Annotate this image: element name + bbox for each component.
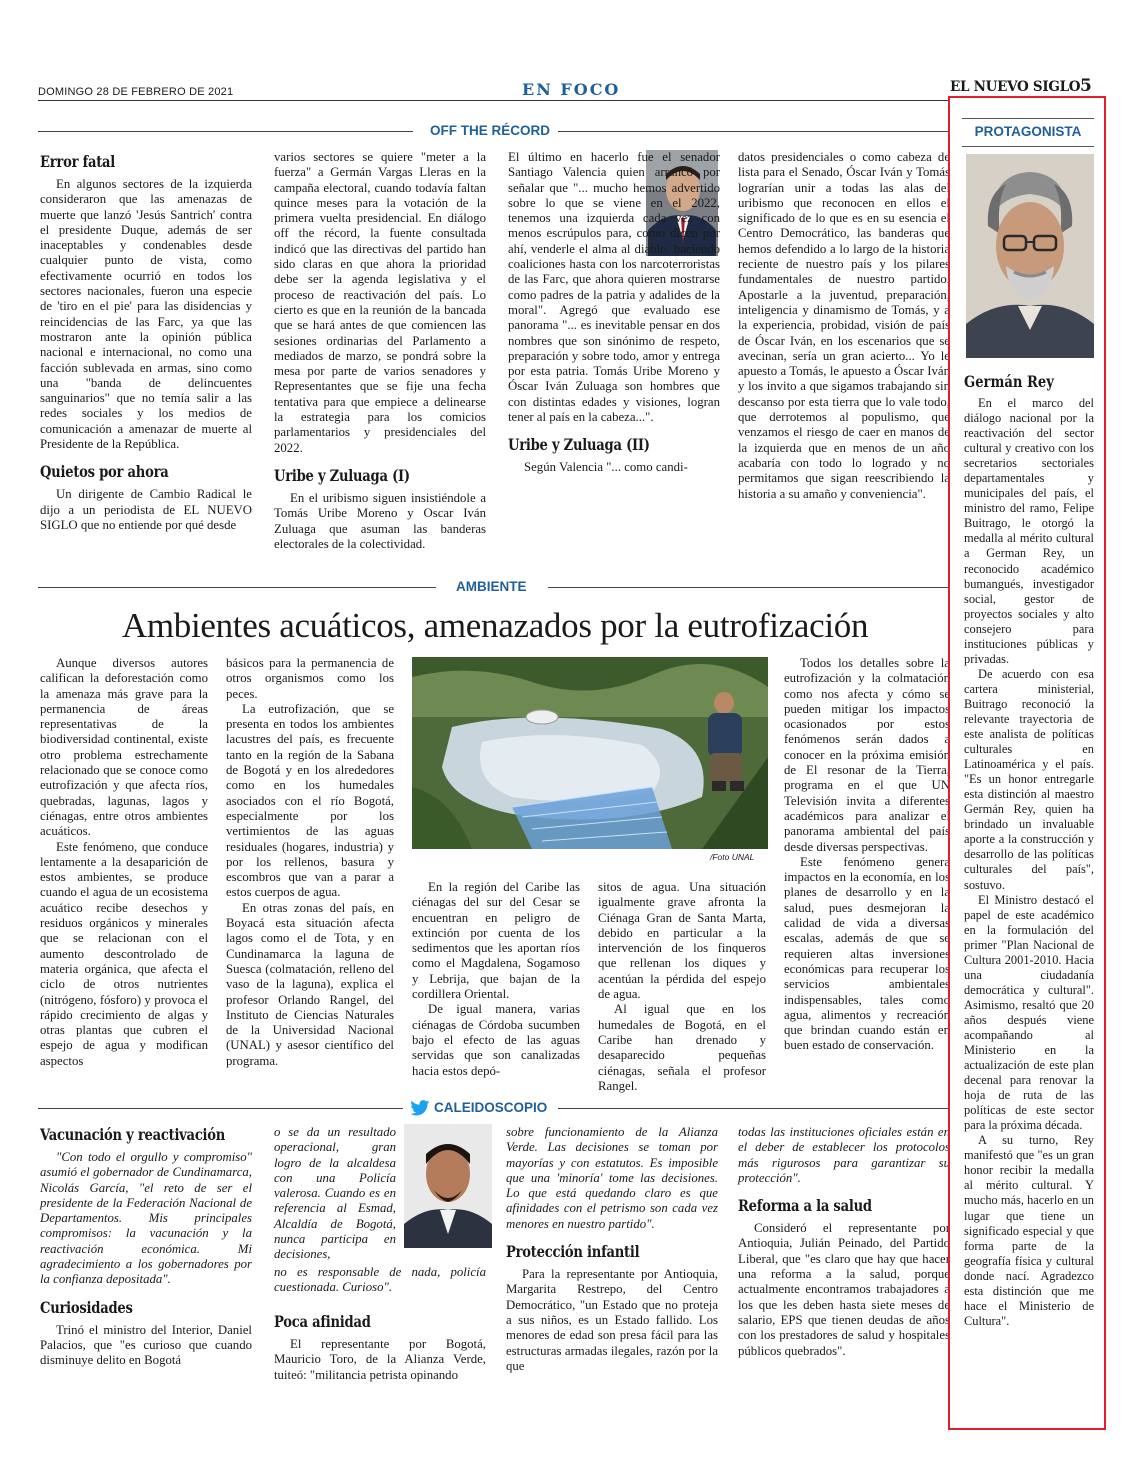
ambiente-band bbox=[38, 578, 948, 598]
caleidoscopio-column-2-lower bbox=[274, 1312, 486, 1383]
caleidoscopio-paragraph: "Con todo el orgullo y compromiso" asumió el gobernador de Cundinamarca, Nicolás García, "el reto de ser el presidente de la Federación Nacional de Departamentos. Mis principales compromisos: la vacunación y la reactivación económica. Mi agradecimiento a los gobernadores por la confianza depositada". bbox=[40, 1150, 252, 1287]
ambiente-paragraph: sitos de agua. Una situación igualmente grave afronta la Ciénaga Gran de Santa Marta, debido en particular a la intervención de los finqueros que rellenan los diques y acentúan la pérdida del espejo de agua. bbox=[598, 880, 766, 1002]
off-the-record-label: OFF THE RÉCORD bbox=[430, 123, 550, 138]
otr-heading-error-fatal: Error fatal bbox=[40, 152, 116, 171]
wetland-photo bbox=[412, 657, 768, 849]
caleidoscopio-paragraph: El representante por Bogotá, Mauricio Toro, de la Alianza Verde, tuiteó: "militancia petrista opinando bbox=[274, 1337, 486, 1382]
twitter-bird-icon bbox=[410, 1100, 430, 1116]
page-number: 5 bbox=[1080, 76, 1092, 96]
caleidoscopio-column-2-top bbox=[274, 1125, 396, 1263]
otr-heading-quietos: Quietos por ahora bbox=[40, 462, 169, 482]
ambiente-paragraph: Este fenómeno, que conduce lentamente a la desaparición de estos ambientes, se produce cuando el agua de un ecosistema acuático recibe desechos y residuos orgánicos y minerales que se relacionan con el aumento descontrolado de materia orgánica, que afecta el ciclo de otros nutrientes (nitrógeno, fósforo) y provoca el rápido crecimiento de algas y otras plantas que cubren el espejo de agua y modifican aspectos bbox=[40, 839, 208, 1068]
protagonista-label: PROTAGONISTA bbox=[974, 124, 1082, 139]
ambiente-paragraph: De igual manera, varias ciénagas de Córdoba sucumben bajo el efecto de las aguas servidas que son canalizadas hacia estos depó- bbox=[412, 1002, 580, 1078]
caleidoscopio-heading-curiosidades: Curiosidades bbox=[40, 1297, 133, 1317]
ambiente-column-4 bbox=[598, 880, 766, 1094]
caleidoscopio-column-3 bbox=[506, 1125, 718, 1374]
caleidoscopio-paragraph: sobre funcionamiento de la Alianza Verde. Las decisiones se toman por mayorías y con estatutos. Es imposible que una 'minoría' tome las decisiones. Lo que está quedando claro es que afinidades con el petrismo son cada vez menores en nuestro partido". bbox=[506, 1125, 718, 1231]
caleidoscopio-paragraph: Para la representante por Antioquia, Margarita Restrepo, del Centro Democrático, "un Estado que no proteja a sus niños, es un Estado fallido. Los menores de edad son presa fácil para las estructuras armadas ilegales, razón por la que bbox=[506, 1267, 718, 1373]
otr-paragraph: datos presidenciales o como cabeza de lista para el Senado, Óscar Iván y Tomás lograrían unir a todas las alas del uribismo que reconocen en ellos el significado de lo que es en su esencia el Centro Democrático, las banderas que hemos defendido a lo largo de la historia reciente de nuestro país y los pilares fundamentales de nuestro partido. Apostarle a la juventud, preparación, inteligencia y dinamismo de Tomás, y a la experiencia, probidad, visión de país de Óscar Iván, en los escenarios que se avecinan, sería un gran acierto... Yo le apuesto a Tomás, le apuesto a Óscar Iván y los invito a que sigamos trabajando sin descanso por esta tierra que lo vale todo, que derrotemos al populismo, que venzamos el riesgo de caer en manos de la izquierda que en menos de un año acabaría con todo lo logrado y no permitamos que sigan reescribiendo la historia a su amaño y conveniencia". bbox=[738, 150, 950, 501]
newspaper-brand: EL NUEVO SIGLO bbox=[950, 79, 1081, 95]
caleidoscopio-label: CALEIDOSCOPIO bbox=[434, 1100, 548, 1115]
caleidoscopio-band bbox=[38, 1099, 948, 1119]
ambiente-column-5 bbox=[784, 656, 950, 1054]
otr-heading-uribe-zuluaga-1: Uribe y Zuluaga (I) bbox=[274, 465, 410, 485]
protagonista-rule bbox=[962, 118, 1094, 119]
ambiente-paragraph: La eutrofización, que se presenta en todos los ambientes lacustres del país, es frecuente tanto en la región de la Sabana de Bogotá y en los alrededores como en los humedales asociados con el río Bogotá, especialmente por los vertimientos de las aguas residuales (hogares, industria) y por los rellenos, basura y escombros que van a parar a estos cuerpos de agua. bbox=[226, 701, 394, 900]
header-rule bbox=[38, 100, 948, 101]
ambiente-paragraph: Todos los detalles sobre la eutrofización y la colmatación como nos afecta y cómo se pueden mitigar los impactos ocasionados por estos fenómenos serán dados a conocer en la próxima emisión de El resonar de la Tierra, programa en el que UN Televisión invita a diferentes académicos para analizar el panorama ambiental del país desde diversas perspectivas. bbox=[784, 656, 950, 854]
ambiente-label: AMBIENTE bbox=[456, 579, 527, 594]
mauricio-toro-photo bbox=[404, 1124, 492, 1248]
otr-paragraph: El último en hacerlo fue el senador Santiago Valencia quien arrancó por señalar que "... mucho hemos advertido sobre lo que se viene en el 2022, tenemos una izquierda cada vez con menos escrúpulos para, como dicen por ahí, venderle el alma al diablo, haciendo coaliciones hasta con los narcoterroristas de las Farc, que ahora quieren mostrarse como padres de la patria y adalides de la moral". Agregó que evaluado ese panorama "... es inevitable pensar en dos nombres que son sinónimo de respeto, preparación y sobre todo, amor y entrega por esta patria. Tomás Uribe Moreno y Óscar Iván Zuluaga son hombres que con distintas edades y visiones, logran tener al país en la cabeza...". bbox=[508, 150, 720, 425]
caleidoscopio-paragraph: no es responsable de nada, policía cuestionada. Curioso". bbox=[274, 1265, 486, 1295]
ambiente-column-1 bbox=[40, 656, 208, 1069]
otr-paragraph: Según Valencia "... como candi- bbox=[524, 460, 688, 475]
page-date: DOMINGO 28 DE FEBRERO DE 2021 bbox=[38, 86, 234, 98]
protagonista-rule bbox=[962, 146, 1094, 147]
otr-paragraph: Un dirigente de Cambio Radical le dijo a un periodista de EL NUEVO SIGLO que no entiende por qué desde bbox=[40, 487, 252, 532]
otr-column-3 bbox=[508, 150, 720, 476]
caleidoscopio-heading-vacunacion: Vacunación y reactivación bbox=[40, 1125, 226, 1144]
caleidoscopio-paragraph: todas las instituciones oficiales están en el deber de establecer los protocolos más rigurosos para garantizar su protección". bbox=[738, 1125, 950, 1185]
caleidoscopio-heading-reforma-salud: Reforma a la salud bbox=[738, 1196, 872, 1216]
protagonista-paragraph: En el marco del diálogo nacional por la reactivación del sector cultural y creativo con los secretarios sectoriales departamentales y municipales del país, el ministro del ramo, Felipe Buitrago, le otorgó la medalla al mérito cultural a German Rey, un reconocido académico bumangués, investigador social, gestor de proyectos sociales y alto consejero para instituciones públicas y privadas. bbox=[964, 396, 1094, 666]
ambiente-column-3 bbox=[412, 880, 580, 1079]
caleidoscopio-column-2-bottom bbox=[274, 1265, 486, 1296]
ambiente-column-2 bbox=[226, 656, 394, 1069]
otr-column-2 bbox=[274, 150, 486, 552]
off-the-record-band bbox=[38, 122, 948, 142]
otr-heading-uribe-zuluaga-2: Uribe y Zuluaga (II) bbox=[508, 435, 650, 455]
protagonista-text bbox=[964, 396, 1094, 1329]
ambiente-paragraph: Este fenómeno genera impactos en la economía, en los planes de desarrollo y en la salud, pues desmejoran la calidad de vida a diversas escalas, además de que se requieren altas inversiones económicas para recuperar los servicios ambientales indispensables, tales como agua, alimentos y recreación que brindan cuando están en buen estado de conservación. bbox=[784, 854, 950, 1053]
german-rey-photo bbox=[966, 154, 1094, 358]
ambiente-paragraph: básicos para la permanencia de otros organismos como los peces. bbox=[226, 656, 394, 701]
otr-column-4 bbox=[738, 150, 950, 502]
protagonista-name: Germán Rey bbox=[964, 372, 1054, 391]
otr-column-1 bbox=[40, 152, 252, 533]
caleidoscopio-heading-poca-afinidad: Poca afinidad bbox=[274, 1312, 371, 1331]
caleidoscopio-column-4 bbox=[738, 1125, 950, 1359]
ambiente-paragraph: Aunque diversos autores califican la deforestación como la amenaza más grave para la permanencia de áreas representativas de la biodiversidad continental, existe otro problema estrechamente relacionado que se conoce como eutrofización y que afecta ríos, quebradas, lagunas, lagos y ciénagas, entre otros ambientes acuáticos. bbox=[40, 656, 208, 839]
caleidoscopio-column-1 bbox=[40, 1125, 252, 1369]
protagonista-paragraph: A su turno, Rey manifestó que "es un gran honor recibir la medalla al mérito cultural. Y mucho más, hacerlo en un lugar que tiene un significado especial y que forma parte de la geografía física y cultural donde nací. Agradezco esta distinción que me hace el Ministerio de Cultura". bbox=[964, 1133, 1094, 1328]
caleidoscopio-heading-proteccion: Protección infantil bbox=[506, 1242, 640, 1262]
otr-paragraph: En el uribismo siguen insistiéndole a Tomás Uribe Moreno y Oscar Iván Zuluaga que asuman las banderas electorales de la colectividad. bbox=[274, 490, 486, 551]
ambiente-headline: Ambientes acuáticos, amenazados por la eutrofización bbox=[121, 606, 869, 645]
caleidoscopio-paragraph: Trinó el ministro del Interior, Daniel Palacios, que "es curioso que cuando disminuye delito en Bogotá bbox=[40, 1322, 252, 1368]
ambiente-paragraph: En otras zonas del país, en Boyacá esta situación afecta lagos como el de Tota, y en Cundinamarca la laguna de Suesca (colmatación, relleno del vaso de la laguna), explica el profesor Orlando Rangel, del Instituto de Ciencias Naturales de la Universidad Nacional (UNAL) y asesor científico del programa. bbox=[226, 900, 394, 1068]
caleidoscopio-paragraph: o se da un resultado operacional, gran logro de la alcaldesa con una Policía valerosa. Cuando es en referencia al Esmad, Alcaldía de Bogotá, nunca participa en decisiones, bbox=[274, 1125, 396, 1262]
ambiente-paragraph: Al igual que en los humedales de Bogotá, en el Caribe han drenado y desaparecido pequeñas ciénagas, señala el profesor Rangel. bbox=[598, 1002, 766, 1093]
section-title: EN FOCO bbox=[522, 80, 621, 99]
ambiente-paragraph: En la región del Caribe las ciénagas del sur del Cesar se encuentran en peligro de extinción por cuenta de los sedimentos que les aportan ríos como el Magdalena, Sogamoso y Lebrija, que bajan de la cordillera Oriental. bbox=[412, 880, 580, 1002]
caleidoscopio-paragraph: Consideró el representante por Antioquia, Julián Peinado, del Partido Liberal, que "es claro que hay que hacer una reforma a la salud, porque actualmente encontramos trabajadores a los que les deben hasta siete meses de salario, EPS que tienen deudas de años con los prestadores de salud y hospitales públicos quebrados". bbox=[738, 1221, 950, 1358]
photo-credit: /Foto UNAL bbox=[710, 852, 755, 862]
otr-paragraph: En algunos sectores de la izquierda consideraron que las amenazas de muerte que lanzó 'Jesús Santrich' contra el presidente Duque, además de ser inaceptables y condenables desde cualquier punto de vista, como efectivamente ocurrió en todos los sectores nacionales, fueron una especie de 'tiro en el pie' para las disidencias y reincidencias de las Farc, ya que las mostraron ante la opinión pública nacional e internacional, no como una facción sublevada en armas, sino como una "banda de delincuentes sanguinarios" que no temía salir a las redes sociales y los medios de comunicación a amenazar de muerte al Presidente de la República. bbox=[40, 177, 252, 452]
otr-paragraph: varios sectores se quiere "meter a la fuerza" a Germán Vargas Lleras en la campaña electoral, cuando todavía faltan quince meses para la votación de la primera vuelta presidencial. En diálogo off the récord, la fuente consultada indicó que las directivas del partido han sido claras en que ahora la prioridad debe ser la agenda legislativa y el proceso de reactivación del país. Lo cierto es que en la reunión de la bancada que se hará antes de que comiencen las sesiones ordinarias del Parlamento a mediados de marzo, se pondrá sobre la mesa por parte de varios senadores y Representantes que se fije una fecha tentativa para que empiece a delinearse la estrategia para los comicios parlamentarios y presidenciales del 2022. bbox=[274, 150, 486, 455]
protagonista-paragraph: De acuerdo con esa cartera ministerial, Buitrago reconoció la relevante trayectoria de este analista de políticas culturales en Latinoamérica y el país. "Es un honor entregarle esta distinción al maestro Germán Rey, quien ha brindado un invaluable aporte a la construcción y desarrollo de las políticas culturales del país", sostuvo. bbox=[964, 666, 1094, 892]
protagonista-paragraph: El Ministro destacó el papel de este académico en la formulación del primer "Plan Nacional de Cultura 2001-2010. Hacia una ciudadanía democrática y cultural". Asimismo, resaltó que 20 años después viene acompañando al Ministerio en la actualización de este plan decenal para renovar la hoja de ruta de las políticas de este sector para la próxima década. bbox=[964, 892, 1094, 1133]
